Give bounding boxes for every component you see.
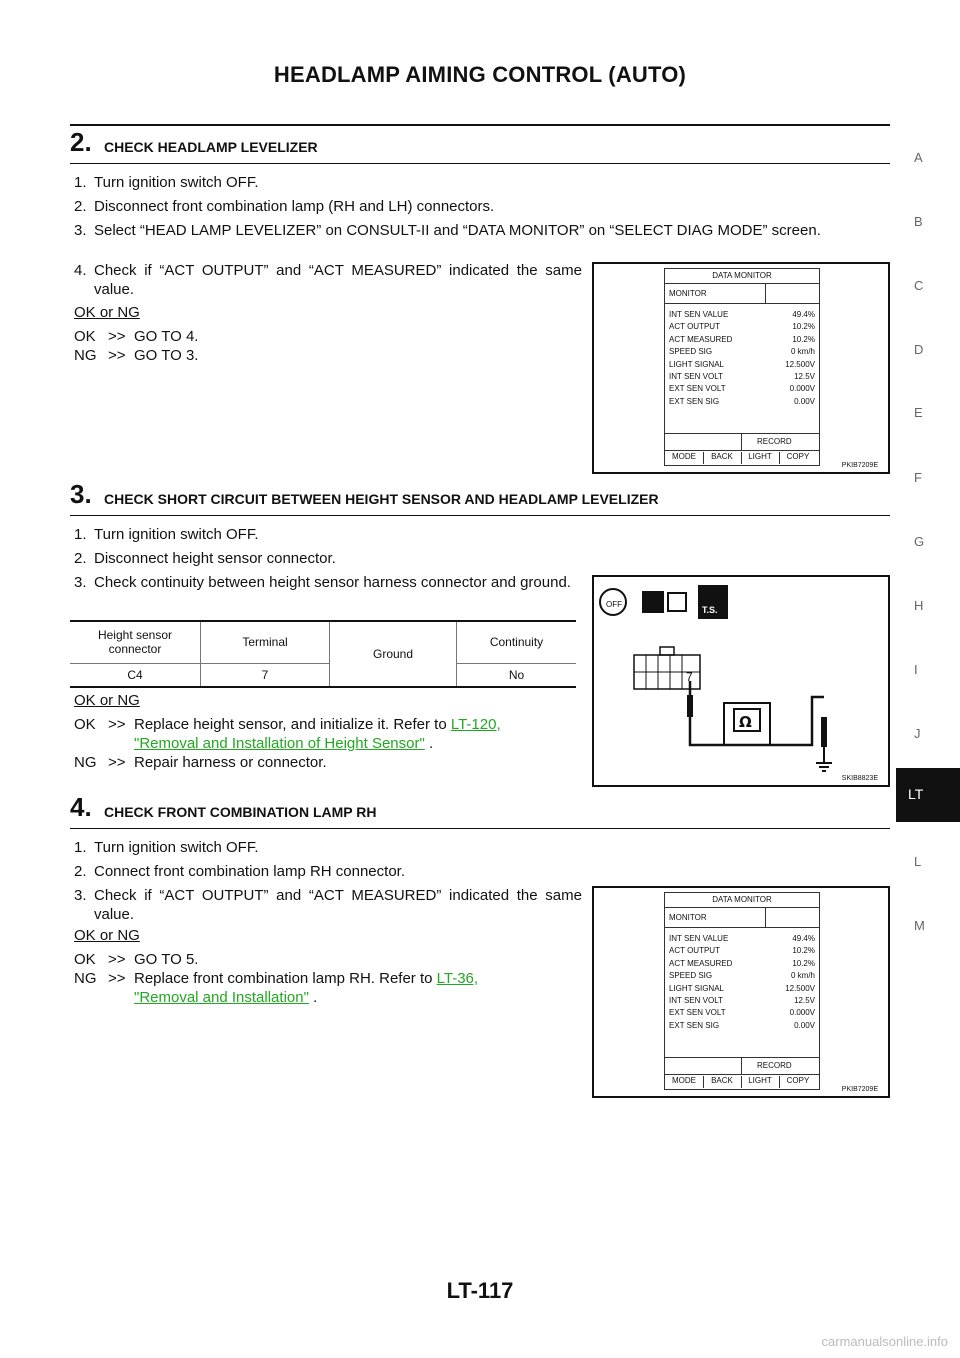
step-3-heading <box>70 479 890 516</box>
dm-title-row: DATA MONITOR <box>665 269 819 284</box>
step-2-heading <box>70 127 890 164</box>
table-header-continuity: Continuity <box>457 621 577 663</box>
data-monitor-screen <box>664 268 820 466</box>
step-4-number: 4. <box>70 792 92 822</box>
step-2-number: 2. <box>70 127 92 157</box>
figure-continuity-check <box>592 575 890 787</box>
sidebar-letter-a[interactable]: A <box>914 150 923 165</box>
figure-code: PKIB7209E <box>841 1086 878 1093</box>
table-header-connector: Height sensor connector <box>70 621 201 663</box>
sidebar-letter-d[interactable]: D <box>914 342 924 357</box>
dm-button-row: MODE BACK LIGHT COPY <box>665 449 819 464</box>
continuity-table <box>70 620 576 688</box>
step-2-title: CHECK HEADLAMP LEVELIZER <box>104 139 318 155</box>
figure-code: SKIB8823E <box>841 775 878 782</box>
link-removal-height-sensor[interactable]: "Removal and Installation of Height Sensor" <box>134 735 425 752</box>
list-item: 2. Disconnect front combination lamp (RH and LH) connectors. <box>74 198 495 215</box>
ng-result: NG >> Replace front combination lamp RH. Refer to LT-36, "Removal and Installation" . <box>74 970 479 1006</box>
sidebar-letter-i[interactable]: I <box>914 662 918 677</box>
sidebar-letter-g[interactable]: G <box>914 534 925 549</box>
sidebar-letter-j[interactable]: J <box>914 726 921 741</box>
ok-ng-label: OK or NG <box>74 927 140 944</box>
watermark: carmanualsonline.info <box>821 1334 948 1349</box>
link-removal-installation[interactable]: "Removal and Installation" <box>134 989 309 1006</box>
list-item: 2. Disconnect height sensor connector. <box>74 550 336 567</box>
table-cell-terminal: 7 <box>201 663 330 687</box>
ok-result: OK >> GO TO 5. <box>74 951 199 968</box>
step-3-number: 3. <box>70 479 92 509</box>
sidebar-tab-lt[interactable] <box>896 768 960 822</box>
sidebar-letter-f[interactable]: F <box>914 470 922 485</box>
page-number: LT-117 <box>446 1278 514 1303</box>
table-header-ground: Ground <box>330 621 457 687</box>
dm-title-row: DATA MONITOR <box>665 893 819 908</box>
link-lt-36[interactable]: LT-36, <box>436 970 479 987</box>
dm-monitor-row: MONITOR <box>665 283 819 304</box>
ok-ng-label: OK or NG <box>74 692 140 709</box>
page-title: HEADLAMP AIMING CONTROL (AUTO) <box>273 62 687 87</box>
step-4-heading <box>70 792 890 829</box>
ok-result: OK >> GO TO 4. <box>74 328 199 345</box>
dm-button-row: MODE BACK LIGHT COPY <box>665 1073 819 1088</box>
sidebar-tab-label: LT <box>908 786 924 802</box>
dm-values: INT SEN VALUE 49.4% ACT OUTPUT 10.2% ACT MEASURED 10.2% SPEED SIG 0 km/h LIGHT SIGNAL 12.500V INT SEN VOLT 12.5V EXT SEN VOLT 0.000V EXT SEN SIG 0.00V <box>669 310 815 406</box>
test-station-icon <box>698 585 728 619</box>
list-item: 3. Check continuity between height sensor harness connector and ground. <box>74 574 571 591</box>
figure-code: PKIB7209E <box>841 462 878 469</box>
step-4-results <box>74 950 582 1007</box>
list-item: 3. Select “HEAD LAMP LEVELIZER” on CONSULT-II and “DATA MONITOR” on “SELECT DIAG MODE” screen. <box>74 222 821 239</box>
pin-label: 7 <box>686 670 693 684</box>
list-item: 4. Check if “ACT OUTPUT” and “ACT MEASURED” indicated the same value. <box>74 262 582 298</box>
sidebar-letter-c[interactable]: C <box>914 278 924 293</box>
sidebar-letter-b[interactable]: B <box>914 214 923 229</box>
step-3-results <box>74 715 582 772</box>
link-lt-120[interactable]: LT-120, <box>450 716 501 733</box>
ok-result: OK >> Replace height sensor, and initialize it. Refer to LT-120, "Removal and Installation of Height Sensor" . <box>74 716 501 752</box>
sidebar-letter-m[interactable]: M <box>914 918 925 933</box>
dm-monitor-row: MONITOR <box>665 907 819 928</box>
table-cell-connector: C4 <box>70 663 201 687</box>
sidebar-letter-e[interactable]: E <box>914 405 923 420</box>
data-monitor-screen <box>664 892 820 1090</box>
list-item: 1. Turn ignition switch OFF. <box>74 526 259 543</box>
svg-text:T.S.: T.S. <box>702 605 718 615</box>
step-2-results <box>74 327 582 365</box>
dm-record-row: RECORD <box>665 1057 819 1075</box>
list-item: 2. Connect front combination lamp RH connector. <box>74 863 405 880</box>
list-item: 3. Check if “ACT OUTPUT” and “ACT MEASURED” indicated the same value. <box>74 887 582 923</box>
figure-data-monitor-1 <box>592 262 890 474</box>
sidebar-letter-h[interactable]: H <box>914 598 924 613</box>
schematic-diagram <box>594 577 884 781</box>
dm-values: INT SEN VALUE 49.4% ACT OUTPUT 10.2% ACT MEASURED 10.2% SPEED SIG 0 km/h LIGHT SIGNAL 12.500V INT SEN VOLT 12.5V EXT SEN VOLT 0.000V EXT SEN SIG 0.00V <box>669 934 815 1030</box>
ng-result: NG >> GO TO 3. <box>74 347 199 364</box>
table-cell-continuity: No <box>508 667 525 682</box>
connector-icon <box>642 591 686 613</box>
header-rule <box>70 124 890 126</box>
step-3-list <box>74 525 582 597</box>
ng-result: NG >> Repair harness or connector. <box>74 754 327 771</box>
step-2-list-cont <box>74 261 582 304</box>
table-header-terminal: Terminal <box>201 621 330 663</box>
ground-icon <box>816 763 832 771</box>
step-4-title: CHECK FRONT COMBINATION LAMP RH <box>104 804 377 820</box>
table-row <box>70 663 576 687</box>
list-item: 1. Turn ignition switch OFF. <box>74 839 259 856</box>
dm-record-row: RECORD <box>665 433 819 451</box>
list-item: 1. Turn ignition switch OFF. <box>74 174 259 191</box>
figure-data-monitor-2 <box>592 886 890 1098</box>
svg-text:OFF: OFF <box>606 600 622 609</box>
step-2-list <box>74 173 890 245</box>
step-4-list <box>74 838 582 929</box>
svg-text:Ω: Ω <box>739 713 752 731</box>
ignition-off-icon <box>600 589 626 615</box>
ohmmeter-icon <box>724 703 770 745</box>
step-3-title: CHECK SHORT CIRCUIT BETWEEN HEIGHT SENSOR AND HEADLAMP LEVELIZER <box>104 491 659 507</box>
ok-ng-label: OK or NG <box>74 304 140 321</box>
sidebar-letter-l[interactable]: L <box>914 854 922 869</box>
